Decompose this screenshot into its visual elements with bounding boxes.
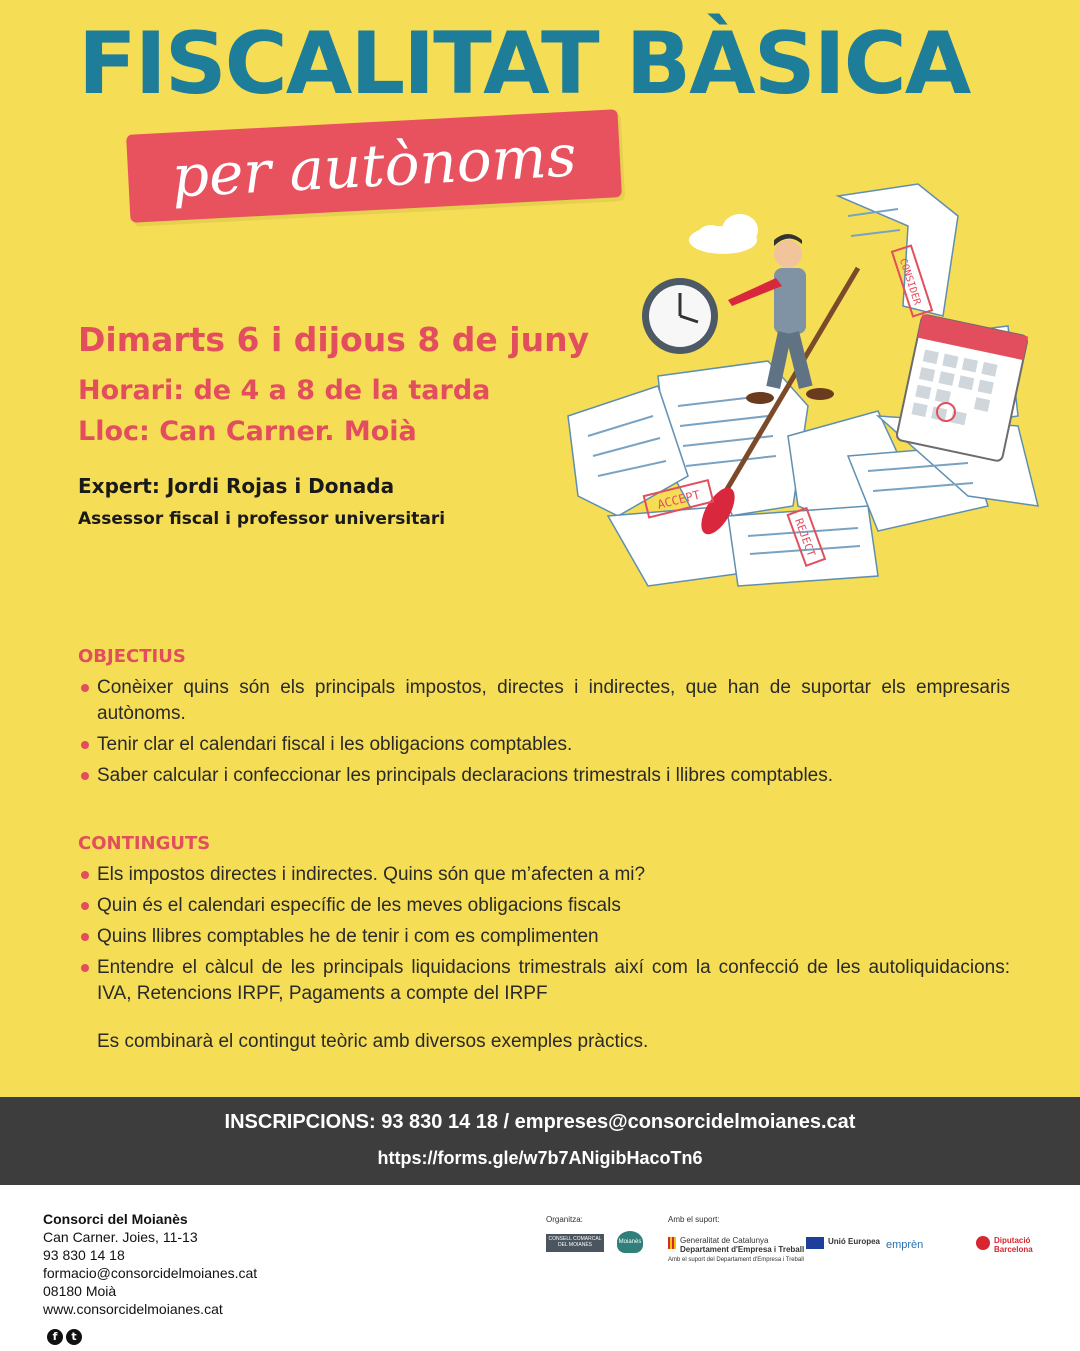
generalitat-flag-icon: [668, 1237, 676, 1249]
bullet-icon: [81, 741, 89, 749]
generalitat-department: Departament d'Empresa i Treball: [680, 1245, 805, 1254]
twitter-icon[interactable]: t: [66, 1329, 82, 1345]
facebook-icon[interactable]: f: [47, 1329, 63, 1345]
registration-bar: [0, 1097, 1080, 1185]
support-label: Amb el suport:: [668, 1215, 720, 1224]
cloud-icon: [689, 214, 758, 254]
registration-contact[interactable]: INSCRIPCIONS: 93 830 14 18 / empreses@consorcidelmoianes.cat: [224, 1111, 856, 1133]
bullet-icon: [81, 772, 89, 780]
bullet-icon: [81, 871, 89, 879]
contents-list: [78, 862, 1010, 1012]
social-icons: [47, 1325, 85, 1345]
bullet-icon: [81, 964, 89, 972]
postal-code: 08180 Moià: [43, 1283, 117, 1299]
website-link[interactable]: www.consorcidelmoianes.cat: [43, 1301, 223, 1317]
bullet-icon: [81, 684, 89, 692]
list-item: Tenir clar el calendari fiscal i les obligacions comptables.: [78, 732, 1010, 758]
diputacio-city: Barcelona: [994, 1245, 1033, 1254]
list-item: Els impostos directes i indirectes. Quins són que m’afecten a mi?: [78, 862, 1010, 888]
list-item: Entendre el càlcul de les principals liquidacions trimestrals així com la confecció de les autoliquidacions: IVA, Retencions IRPF, Pagaments a compte del IRPF: [78, 955, 1010, 1007]
event-expert: Expert: Jordi Rojas i Donada: [78, 474, 395, 498]
event-date: Dimarts 6 i dijous 8 de juny: [78, 320, 590, 359]
eu-label: Unió Europea: [828, 1237, 881, 1246]
svg-text:CONSIDER: CONSIDER: [896, 257, 923, 307]
address: Can Carner. Joies, 11-13: [43, 1229, 198, 1245]
svg-text:REJECT: REJECT: [792, 516, 818, 559]
objectives-heading: OBJECTIUS: [78, 646, 186, 667]
bullet-icon: [81, 902, 89, 910]
closing-note: Es combinarà el contingut teòric amb diversos exemples pràctics.: [97, 1031, 649, 1052]
event-location: Lloc: Can Carner. Moià: [78, 416, 417, 447]
registration-form-link[interactable]: https://forms.gle/w7b7ANigibHacoTn6: [377, 1148, 703, 1168]
diputacio-name: Diputació: [994, 1236, 1031, 1245]
event-schedule: Horari: de 4 a 8 de la tarda: [78, 375, 491, 406]
page-subtitle: per autònoms: [170, 121, 578, 211]
svg-text:ACCEPT: ACCEPT: [655, 487, 702, 512]
diputacio-logo-icon: [976, 1236, 990, 1250]
footer: [0, 1185, 1080, 1351]
contents-heading: CONTINGUTS: [78, 833, 211, 854]
list-item: Quins llibres comptables he de tenir i com es complimenten: [78, 924, 1010, 950]
contact-block: [43, 1210, 257, 1318]
generalitat-name: Generalitat de Catalunya: [680, 1236, 769, 1245]
event-expert-role: Assessor fiscal i professor universitari: [78, 509, 446, 529]
consell-comarcal-logo: CONSELL COMARCAL DEL MOIANÈS: [546, 1234, 604, 1252]
page-title: FISCALITAT BÀSICA: [78, 14, 970, 114]
email-link[interactable]: formacio@consorcidelmoianes.cat: [43, 1265, 258, 1281]
phone[interactable]: 93 830 14 18: [43, 1247, 125, 1263]
list-item: Quin és el calendari específic de les meves obligacions fiscals: [78, 893, 1010, 919]
generalitat-note: Amb el suport del Departament d'Empresa i Treball: [668, 1257, 804, 1263]
list-item: Saber calcular i confeccionar les principals declaracions trimestrals i llibres comptables.: [78, 763, 1010, 789]
list-item: Conèixer quins són els principals impostos, directes i indirectes, que han de suportar els empresaris autònoms.: [78, 675, 1010, 727]
paperwork-illustration: [548, 176, 1058, 606]
moianes-logo: Moianès: [617, 1231, 643, 1253]
emprendre-logo: emprèn: [886, 1239, 924, 1251]
objectives-list: [78, 675, 1010, 794]
org-name: Consorci del Moianès: [43, 1211, 188, 1227]
organizer-label: Organitza:: [546, 1215, 583, 1224]
clock-icon: [642, 278, 718, 354]
eu-flag-icon: [806, 1237, 824, 1249]
bullet-icon: [81, 933, 89, 941]
